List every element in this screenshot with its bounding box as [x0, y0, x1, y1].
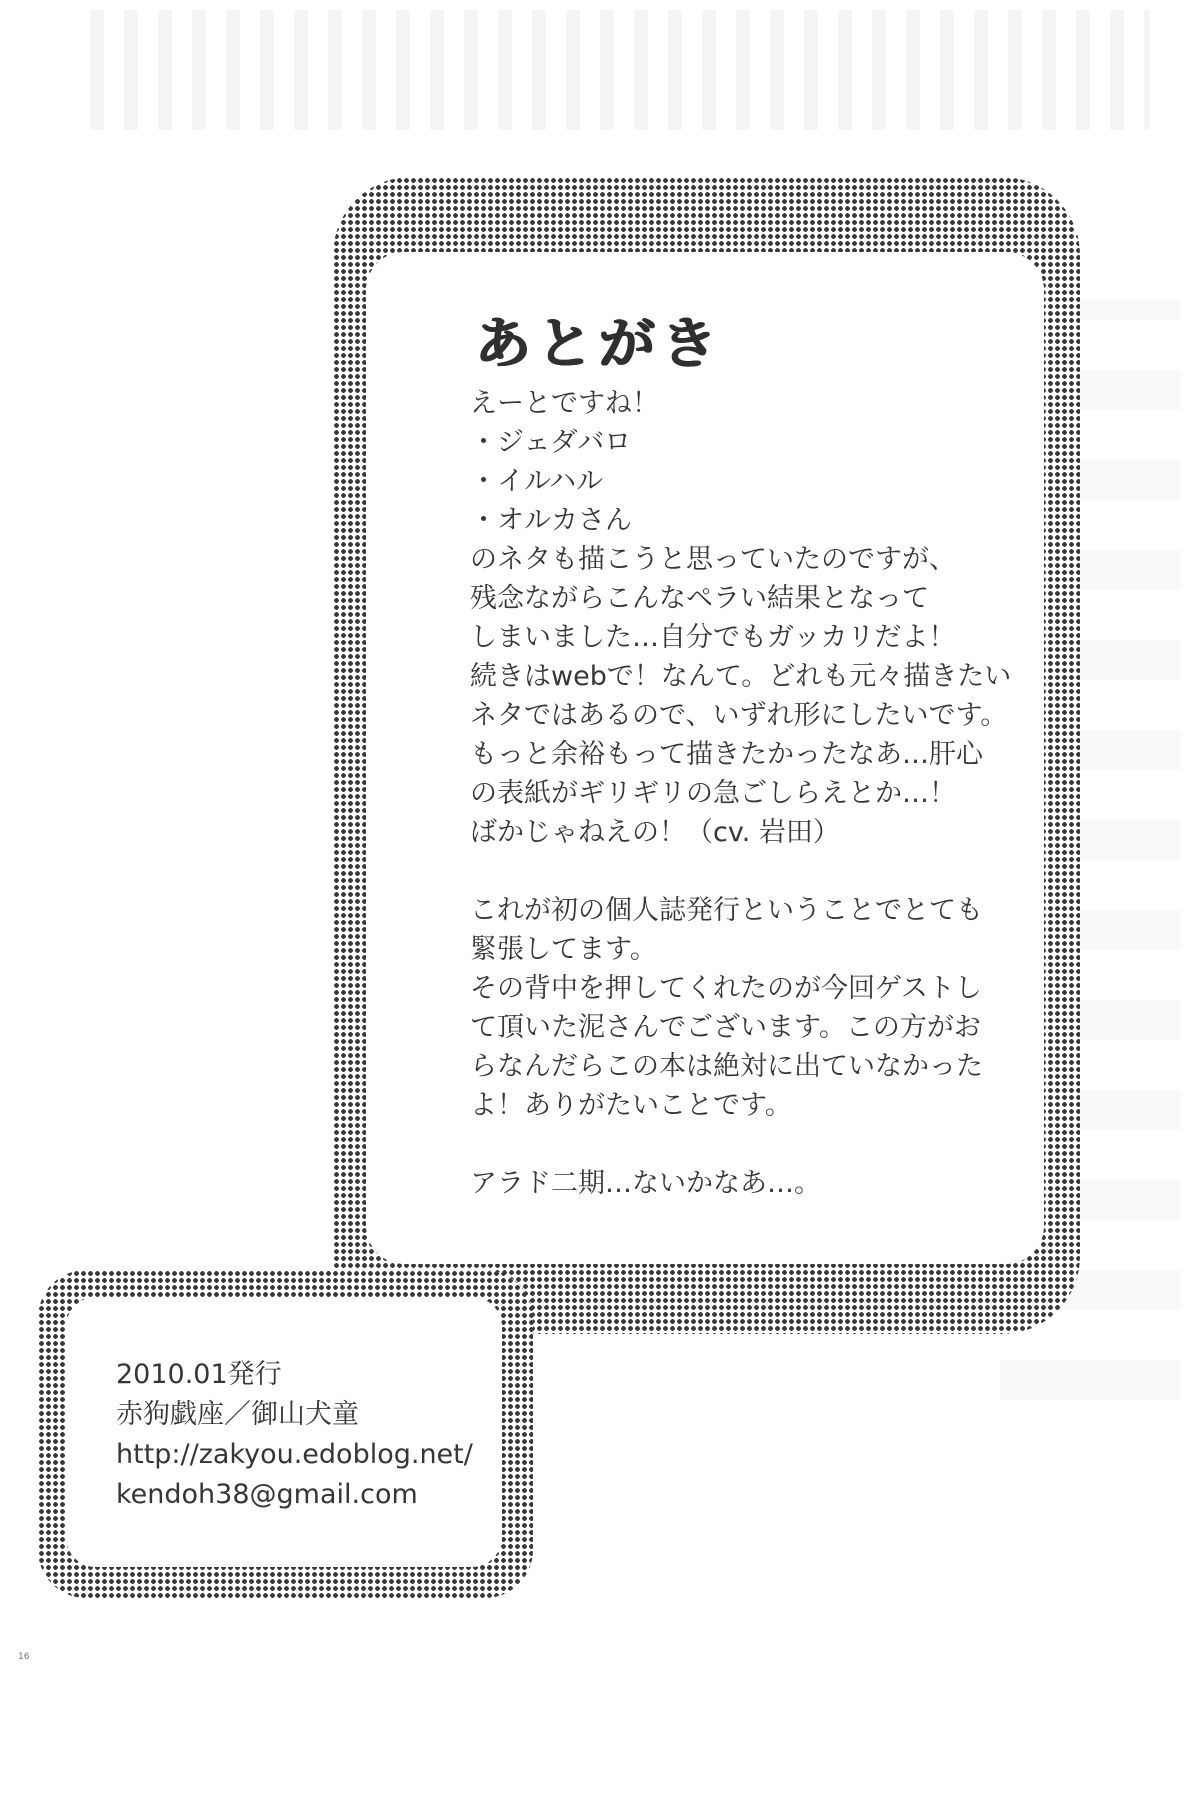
afterword-line: 緊張してます。	[470, 934, 657, 965]
bleed-through-heading	[90, 10, 1150, 130]
paragraph-gap	[470, 852, 1010, 891]
page-number: 16	[18, 1652, 30, 1662]
afterword-line: しまいました…自分でもガッカリだよ！	[470, 622, 956, 653]
email-address[interactable]: kendoh38@gmail.com	[116, 1479, 418, 1510]
afterword-line: て頂いた泥さんでございます。この方がお	[470, 1012, 981, 1043]
circle-author: 赤狗戯座／御山犬童	[116, 1399, 359, 1430]
afterword-line: ・イルハル	[470, 466, 604, 497]
paragraph-gap	[470, 1125, 1010, 1164]
afterword-line: えーとですね！	[470, 388, 659, 419]
afterword-line: ・ジェダバロ	[470, 427, 632, 458]
afterword-line: その背中を押してくれたのが今回ゲストし	[470, 973, 982, 1004]
colophon-text	[116, 1355, 473, 1515]
afterword-line: 続きはwebで！なんて。どれも元々描きたい	[470, 661, 1012, 692]
afterword-line: ばかじゃねえの！（cv. 岩田）	[470, 817, 840, 848]
publish-date: 2010.01発行	[116, 1359, 282, 1390]
website-link[interactable]: http://zakyou.edoblog.net/	[116, 1439, 473, 1470]
afterword-line: アラド二期…ないかなあ…。	[470, 1168, 821, 1199]
afterword-line: らなんだらこの本は絶対に出ていなかった	[470, 1051, 983, 1082]
afterword-line: のネタも描こうと思っていたのですが、	[470, 544, 956, 575]
afterword-body	[470, 384, 1010, 1203]
afterword-line: ・オルカさん	[470, 505, 632, 536]
afterword-line: これが初の個人誌発行ということでとても	[470, 895, 983, 926]
afterword-title: あとがき	[475, 312, 723, 377]
afterword-line: ネタではあるので、いずれ形にしたいです。	[470, 700, 1008, 731]
afterword-line: よ！ありがたいことです。	[470, 1090, 792, 1121]
afterword-line: の表紙がギリギリの急ごしらえとか…！	[470, 778, 956, 809]
afterword-line: 残念ながらこんなペラい結果となって	[470, 583, 929, 614]
afterword-line: もっと余裕もって描きたかったなあ…肝心	[470, 739, 983, 770]
